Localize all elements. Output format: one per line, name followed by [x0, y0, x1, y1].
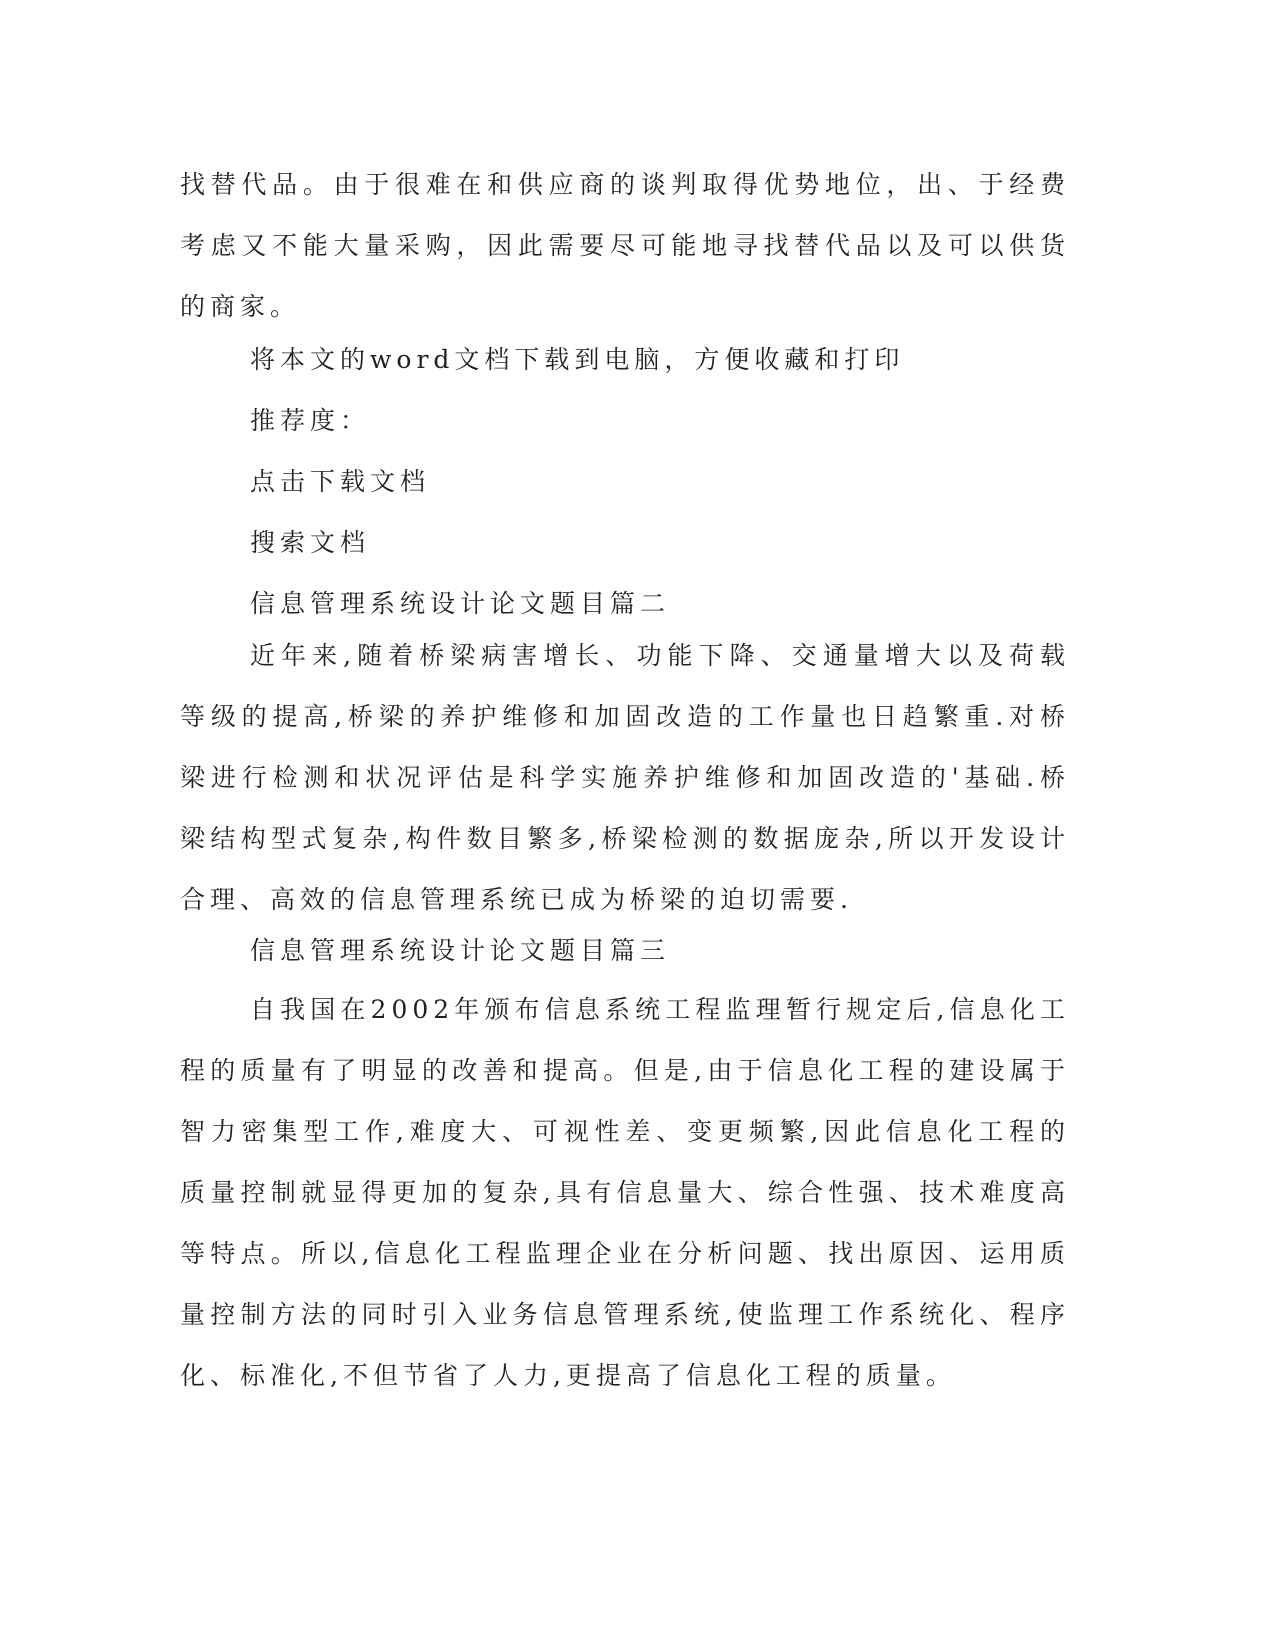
- section-heading-2: 信息管理系统设计论文题目篇二: [250, 589, 671, 618]
- search-document-link[interactable]: 搜索文档: [250, 528, 371, 557]
- download-prompt: 将本文的word文档下载到电脑，方便收藏和打印: [250, 345, 905, 374]
- text-block-3: [180, 625, 1070, 930]
- text-block-4: [180, 920, 1070, 981]
- paragraph-supervision: 自我国在2002年颁布信息系统工程监理暂行规定后,信息化工程的质量有了明显的改善和提高。但是,由于信息化工程的建设属于智力密集型工作,难度大、可视性差、变更频繁,因此信息化工程的质量控制就显得更加的复杂,具有信息量大、综合性强、技术难度高等特点。所以,信息化工程监理企业在分析问题、找出原因、运用质量控制方法的同时引入业务信息管理系统,使监理工作系统化、程序化、标准化,不但节省了人力,更提高了信息化工程的质量。: [180, 995, 1070, 1390]
- download-document-link[interactable]: 点击下载文档: [250, 467, 431, 496]
- paragraph-bridge: 近年来,随着桥梁病害增长、功能下降、交通量增大以及荷载等级的提高,桥梁的养护维修和加固改造的工作量也日趋繁重.对桥梁进行检测和状况评估是科学实施养护维修和加固改造的'基础.桥梁结构型式复杂,构件数目繁多,桥梁检测的数据庞杂,所以开发设计合理、高效的信息管理系统已成为桥梁的迫切需要.: [180, 641, 1070, 914]
- text-block-1: [180, 154, 1070, 337]
- recommend-label: 推荐度：: [250, 406, 371, 435]
- text-block-2: [180, 329, 1070, 634]
- text-block-5: [180, 979, 1070, 1406]
- paragraph-continuation: 找替代品。由于很难在和供应商的谈判取得优势地位，出、于经费考虑又不能大量采购，因此需要尽可能地寻找替代品以及可以供货的商家。: [180, 170, 1070, 321]
- section-heading-3: 信息管理系统设计论文题目篇三: [250, 936, 671, 965]
